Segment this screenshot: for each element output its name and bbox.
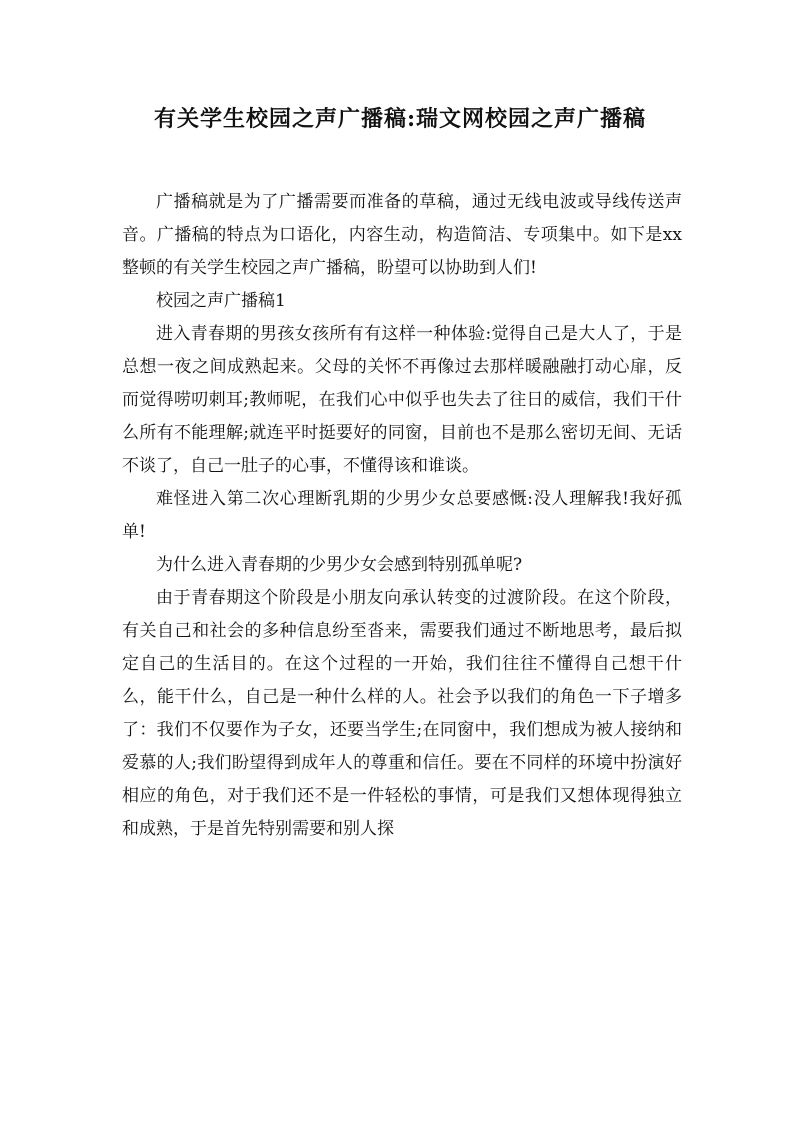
- document-title: 有关学生校园之声广播稿:瑞文网校园之声广播稿: [153, 106, 647, 132]
- question-paragraph: 为什么进入青春期的少男少女会感到特别孤单呢?: [156, 555, 523, 575]
- section-heading: 校园之声广播稿1: [156, 291, 286, 311]
- document-body: [122, 186, 682, 846]
- body-paragraph: 由于青春期这个阶段是小朋友向承认转变的过渡阶段。在这个阶段，有关自己和社会的多种信息纷至沓来，需要我们通过不断地思考，最后拟定自己的生活目的。在这个过程的一开始，我们往往不懂得自己想干什么，能干什么，自己是一种什么样的人。社会予以我们的角色一下子增多了：我们不仅要作为子女，还要当学生;在同窗中，我们想成为被人接纳和爱慕的人;我们盼望得到成年人的尊重和信任。要在不同样的环境中扮演好相应的角色，对于我们还不是一件轻松的事情，可是我们又想体现得独立和成熟，于是首先特别需要和别人探: [122, 588, 682, 839]
- body-paragraph: 进入青春期的男孩女孩所有有这样一种体验:觉得自己是大人了，于是总想一夜之间成熟起来。父母的关怀不再像过去那样暖融融打动心扉，反而觉得唠叨刺耳;教师呢，在我们心中似乎也失去了往日的威信，我们干什么所有不能理解;就连平时挺要好的同窗，目前也不是那么密切无间、无话不谈了，自己一肚子的心事，不懂得该和谁谈。: [122, 324, 682, 476]
- body-paragraph: 难怪进入第二次心理断乳期的少男少女总要感慨:没人理解我!我好孤单!: [122, 489, 682, 542]
- intro-paragraph: 广播稿就是为了广播需要而准备的草稿，通过无线电波或导线传送声音。广播稿的特点为口语化，内容生动，构造简洁、专项集中。如下是xx整顿的有关学生校园之声广播稿，盼望可以协助到人们!: [122, 192, 682, 278]
